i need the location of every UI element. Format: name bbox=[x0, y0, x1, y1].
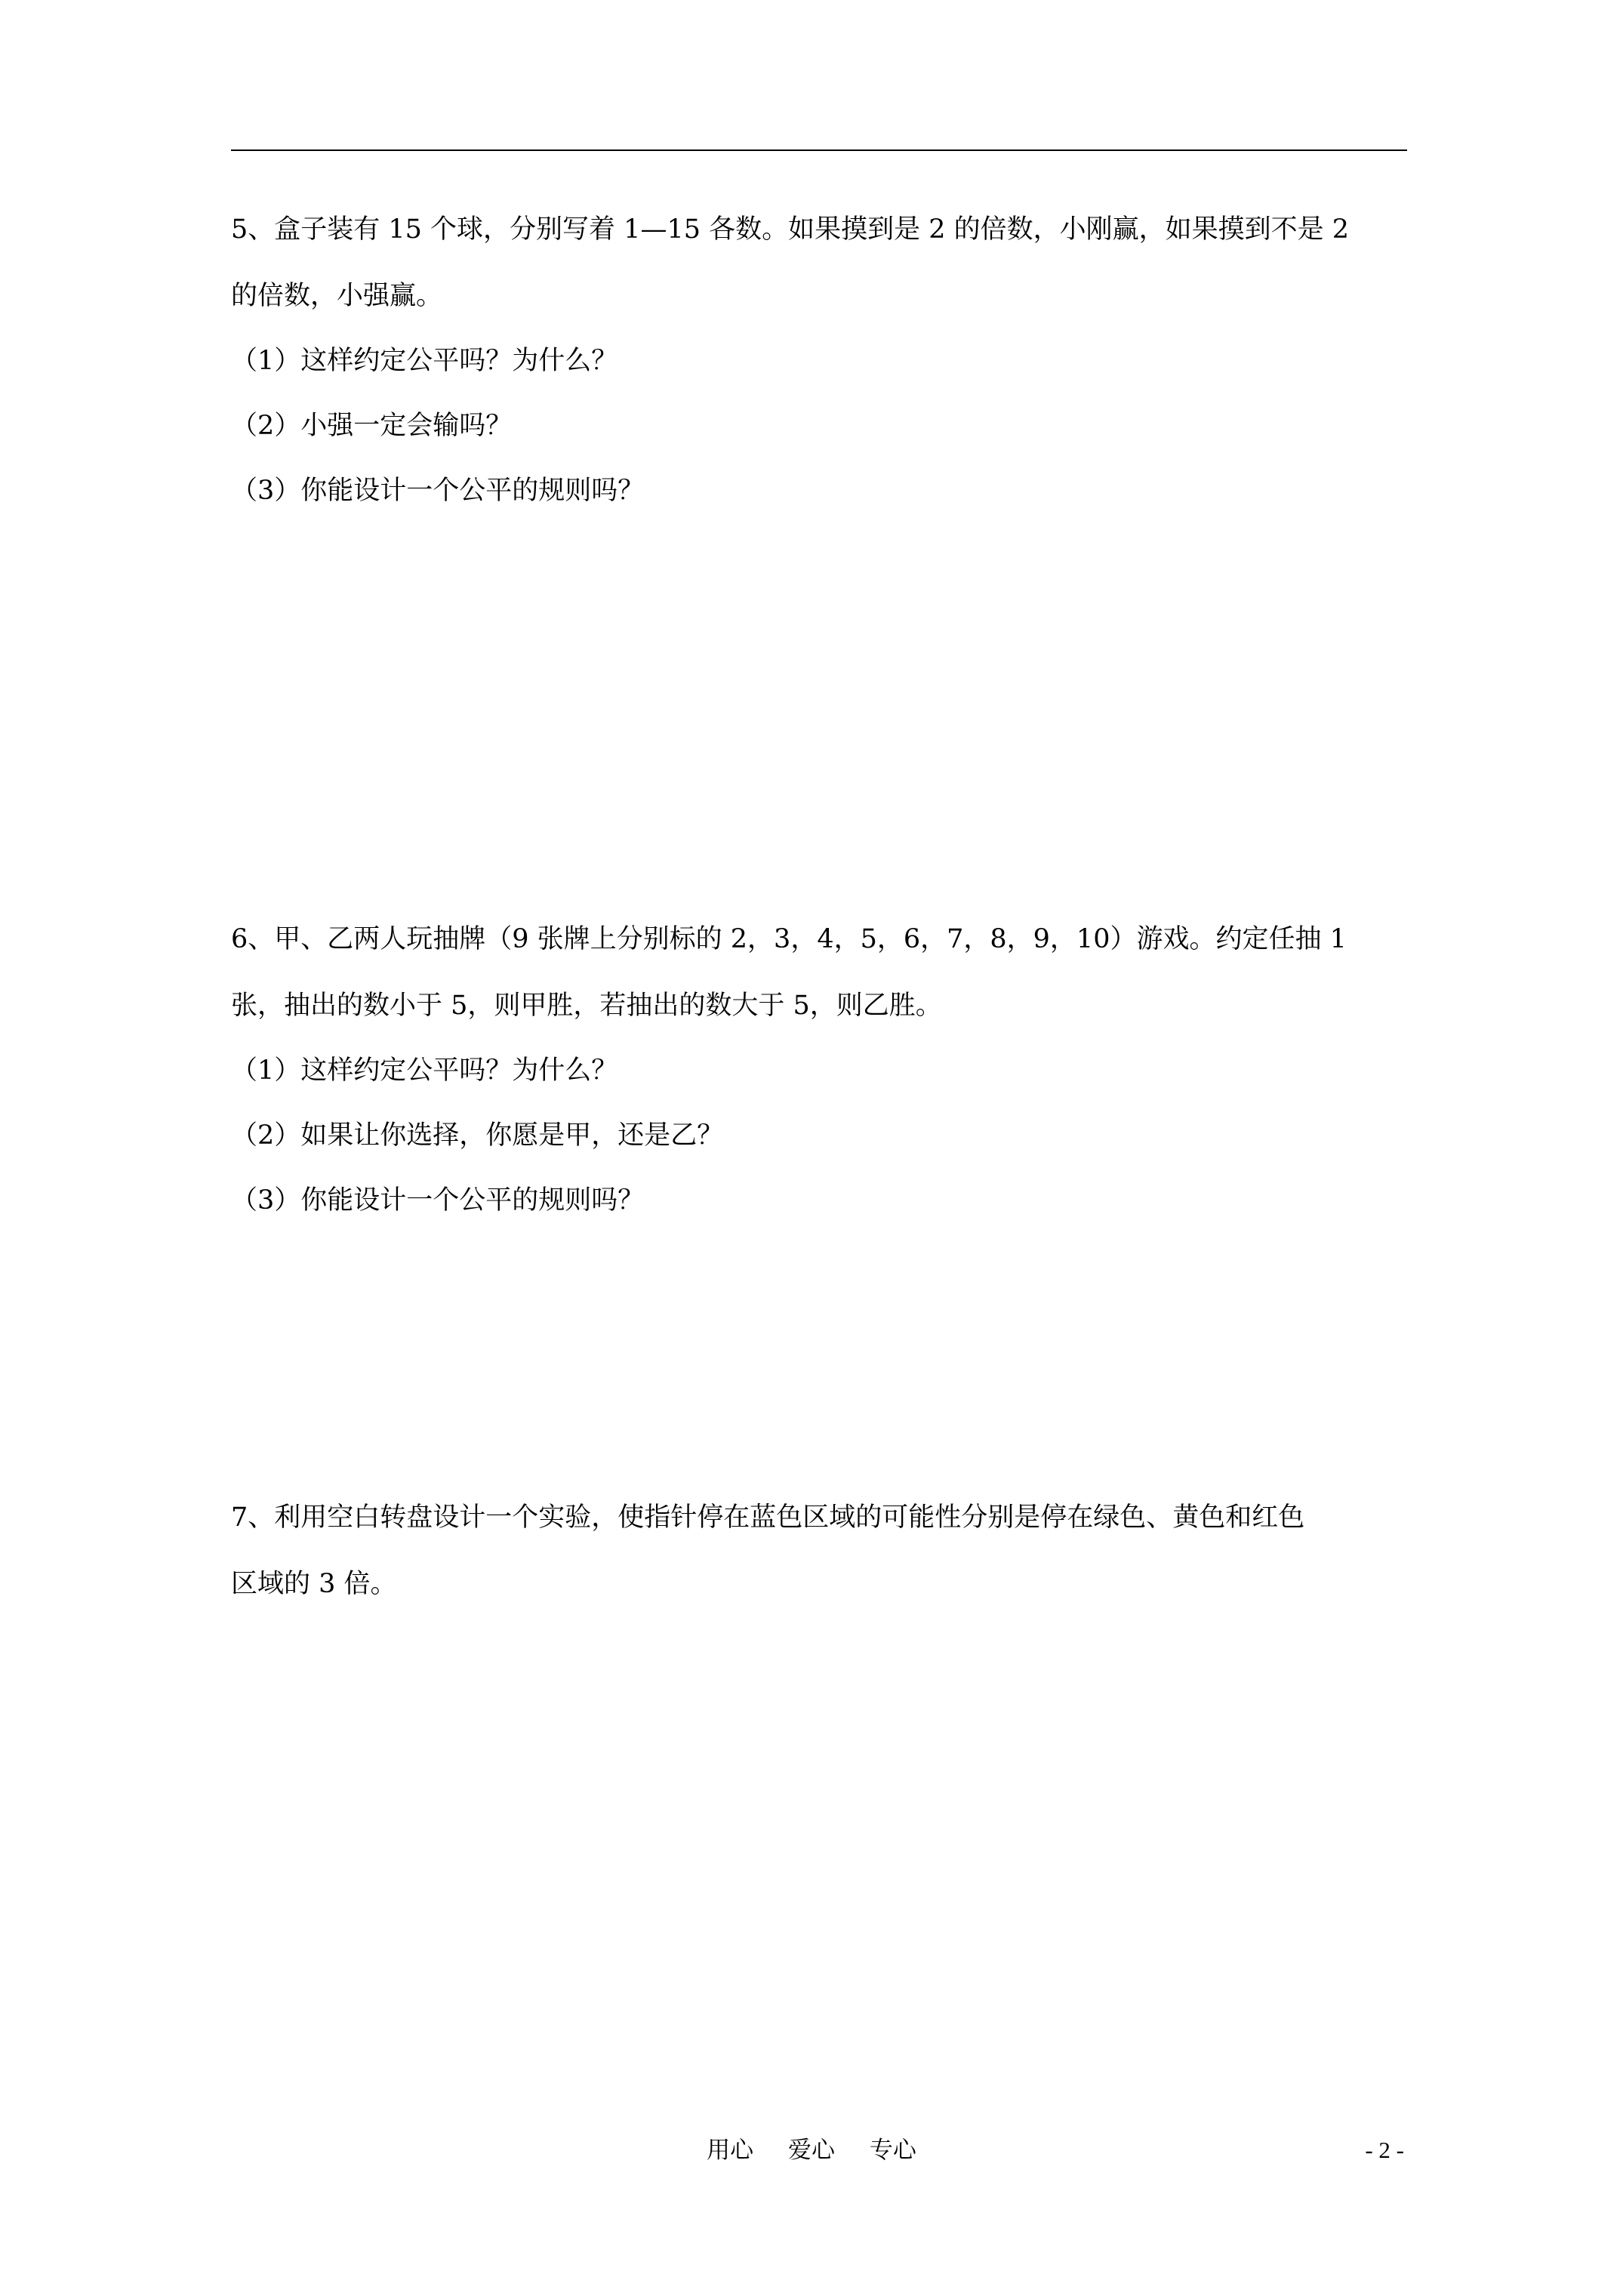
question-5-part-3: （3）你能设计一个公平的规则吗？ bbox=[231, 476, 645, 506]
question-5-part-2: （2）小强一定会输吗？ bbox=[231, 411, 513, 441]
question-7-line-2: 区域的 3 倍。 bbox=[231, 1569, 397, 1599]
question-6-line-2: 张，抽出的数小于 5，则甲胜，若抽出的数大于 5，则乙胜。 bbox=[231, 991, 942, 1021]
question-7-line-1: 7、利用空白转盘设计一个实验，使指针停在蓝色区域的可能性分别是停在绿色、黄色和红色 bbox=[231, 1502, 1305, 1533]
footer-motto-1: 用心 bbox=[707, 2137, 754, 2164]
question-5-line-2: 的倍数，小强赢。 bbox=[231, 281, 443, 311]
footer-motto-2: 爱心 bbox=[788, 2137, 835, 2164]
question-5-line-1: 5、盒子装有 15 个球，分别写着 1—15 各数。如果摸到是 2 的倍数，小刚赢，如果摸到不是 2 bbox=[231, 214, 1350, 245]
question-6-part-2: （2）如果让你选择，你愿是甲，还是乙？ bbox=[231, 1120, 724, 1151]
header-rule bbox=[231, 149, 1407, 151]
question-6-line-1: 6、甲、乙两人玩抽牌（9 张牌上分别标的 2，3，4，5，6，7，8，9，10）游戏。约定任抽 1 bbox=[231, 924, 1347, 954]
footer-motto-3: 专心 bbox=[869, 2137, 916, 2164]
question-6-part-1: （1）这样约定公平吗？为什么？ bbox=[231, 1056, 618, 1086]
question-6-part-3: （3）你能设计一个公平的规则吗？ bbox=[231, 1185, 645, 1216]
page-number: - 2 - bbox=[1365, 2137, 1404, 2163]
question-5-part-1: （1）这样约定公平吗？为什么？ bbox=[231, 346, 618, 376]
